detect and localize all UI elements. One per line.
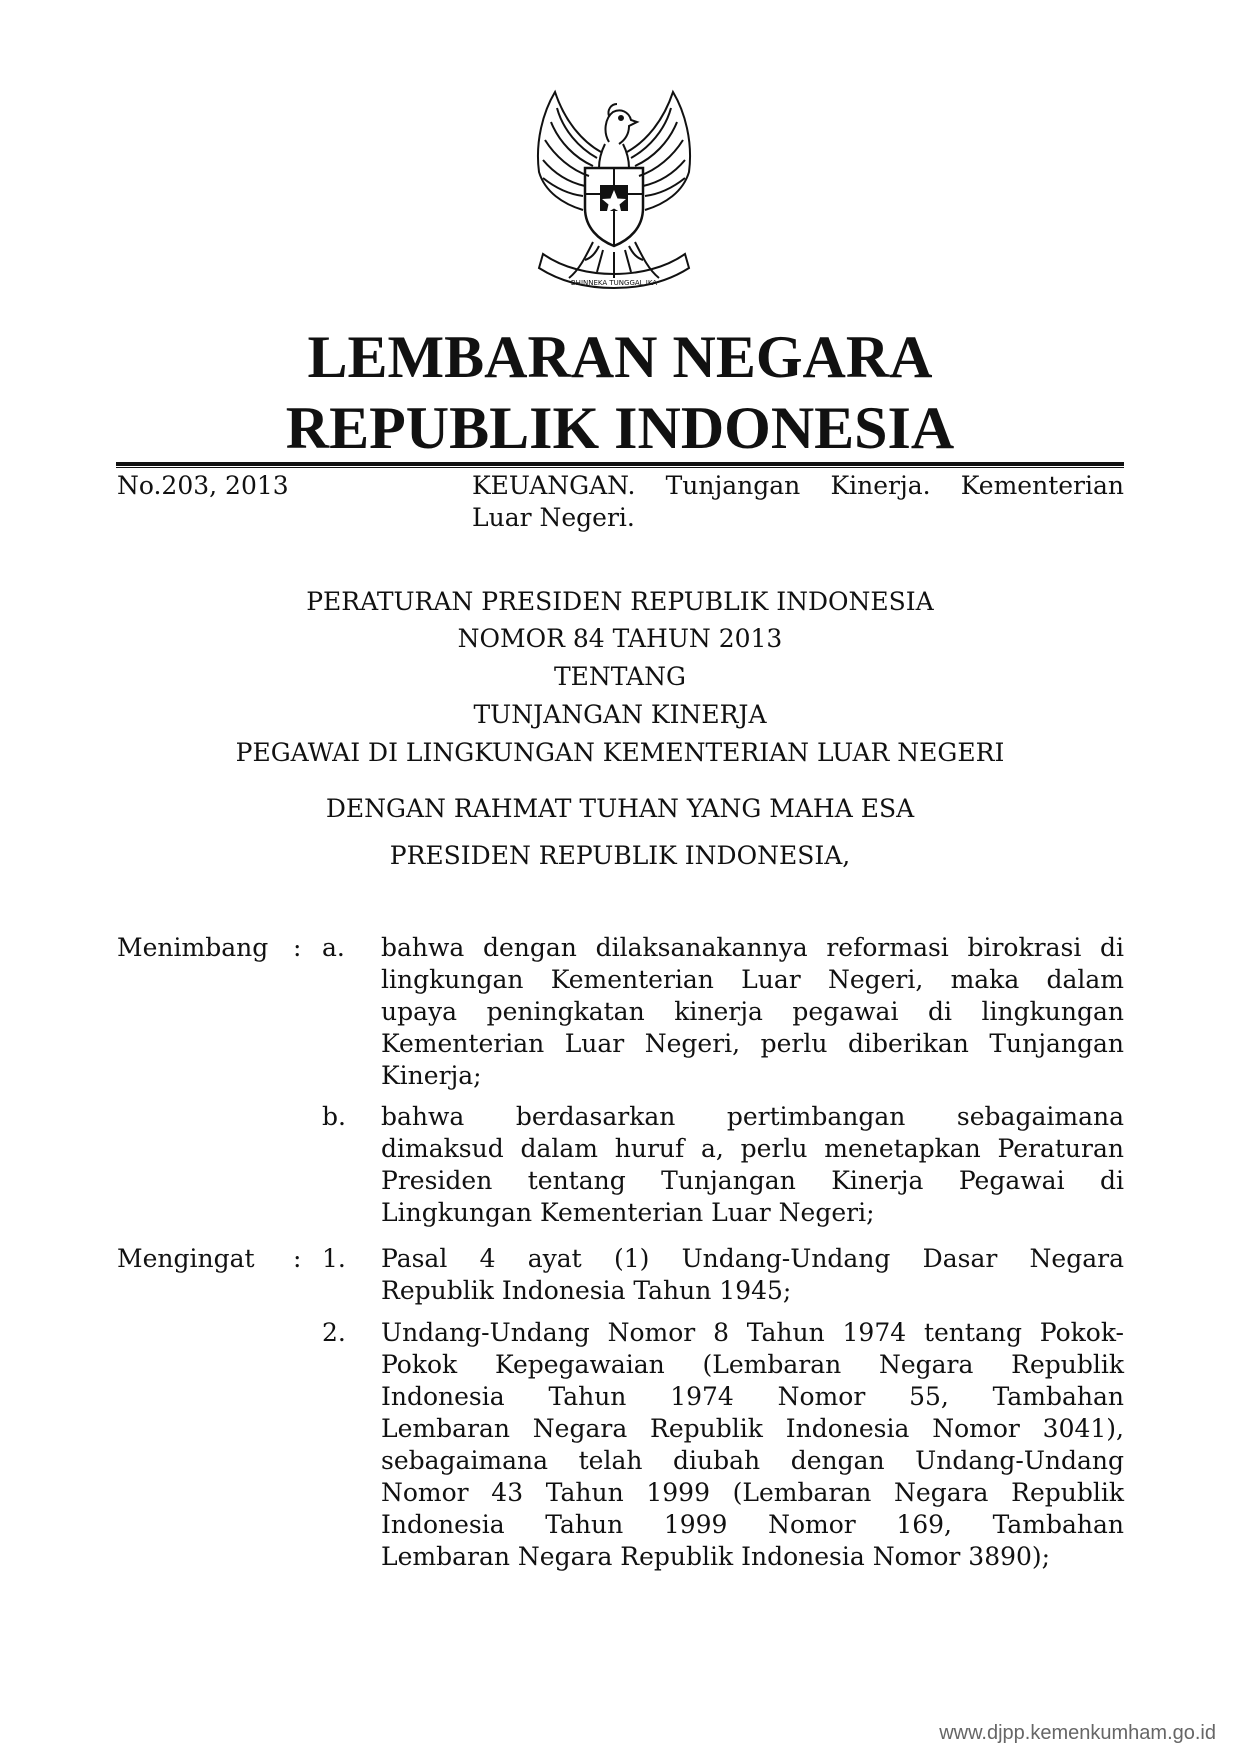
gazette-title-line1: LEMBARAN NEGARA	[307, 324, 933, 390]
text-line: Indonesia Tahun 1999 Nomor 169, Tambahan	[381, 1510, 1124, 1539]
mengingat-item-marker: 2.	[322, 1318, 346, 1347]
menimbang-item-marker: b.	[322, 1102, 346, 1131]
text-line: Pokok Kepegawaian (Lembaran Negara Republik	[381, 1350, 1124, 1379]
menimbang-item-b	[381, 1101, 1124, 1229]
text-line: lingkungan Kementerian Luar Negeri, maka dalam	[381, 965, 1124, 994]
text-line: Republik Indonesia Tahun 1945;	[381, 1276, 792, 1305]
regulation-subject-line1: TUNJANGAN KINERJA	[473, 700, 767, 729]
gazette-number: No.203, 2013	[117, 471, 289, 500]
gazette-subject-line1: KEUANGAN. Tunjangan Kinerja. Kementerian	[472, 471, 1124, 500]
menimbang-colon: :	[293, 933, 302, 962]
text-line: sebagaimana telah diubah dengan Undang-Undang	[381, 1446, 1124, 1475]
text-line: Lembaran Negara Republik Indonesia Nomor 3890);	[381, 1542, 1051, 1571]
mengingat-item-2	[381, 1317, 1124, 1573]
text-line: bahwa dengan dilaksanakannya reformasi birokrasi di	[381, 933, 1124, 962]
gazette-subject-line2: Luar Negeri.	[472, 503, 635, 532]
header-divider-thick	[116, 462, 1124, 466]
text-line: Lembaran Negara Republik Indonesia Nomor 3041),	[381, 1414, 1124, 1443]
text-line: Presiden tentang Tunjangan Kinerja Pegawai di	[381, 1166, 1124, 1195]
text-line: bahwa berdasarkan pertimbangan sebagaimana	[381, 1102, 1124, 1131]
garuda-pancasila-emblem-icon	[513, 82, 715, 296]
menimbang-item-marker: a.	[322, 933, 345, 962]
text-line: Kinerja;	[381, 1061, 482, 1090]
regulation-tentang: TENTANG	[553, 662, 686, 691]
text-line: Kementerian Luar Negeri, perlu diberikan Tunjangan	[381, 1029, 1124, 1058]
mengingat-colon: :	[293, 1244, 302, 1273]
text-line: Indonesia Tahun 1974 Nomor 55, Tambahan	[381, 1382, 1124, 1411]
regulation-title-line: PERATURAN PRESIDEN REPUBLIK INDONESIA	[306, 587, 934, 616]
text-line: Pasal 4 ayat (1) Undang-Undang Dasar Negara	[381, 1244, 1124, 1273]
preamble-line1: DENGAN RAHMAT TUHAN YANG MAHA ESA	[325, 794, 915, 823]
source-url: www.djpp.kemenkumham.go.id	[939, 1722, 1216, 1744]
gazette-title-line2: REPUBLIK INDONESIA	[285, 395, 955, 461]
menimbang-label: Menimbang	[117, 933, 269, 962]
text-line: Nomor 43 Tahun 1999 (Lembaran Negara Republik	[381, 1478, 1124, 1507]
preamble-line2: PRESIDEN REPUBLIK INDONESIA,	[389, 841, 851, 870]
mengingat-item-1	[381, 1243, 1124, 1307]
motto-text: BHINNEKA TUNGGAL IKA	[570, 279, 658, 287]
regulation-subject-line2: PEGAWAI DI LINGKUNGAN KEMENTERIAN LUAR NEGERI	[235, 738, 1005, 767]
mengingat-label: Mengingat	[117, 1244, 255, 1273]
text-line: upaya peningkatan kinerja pegawai di lingkungan	[381, 997, 1124, 1026]
menimbang-item-a	[381, 932, 1124, 1092]
text-line: dimaksud dalam huruf a, perlu menetapkan Peraturan	[381, 1134, 1124, 1163]
mengingat-item-marker: 1.	[322, 1244, 346, 1273]
text-line: Undang-Undang Nomor 8 Tahun 1974 tentang Pokok-	[381, 1318, 1124, 1347]
regulation-number: NOMOR 84 TAHUN 2013	[457, 624, 783, 653]
text-line: Lingkungan Kementerian Luar Negeri;	[381, 1198, 875, 1227]
header-divider-thin	[116, 467, 1124, 468]
